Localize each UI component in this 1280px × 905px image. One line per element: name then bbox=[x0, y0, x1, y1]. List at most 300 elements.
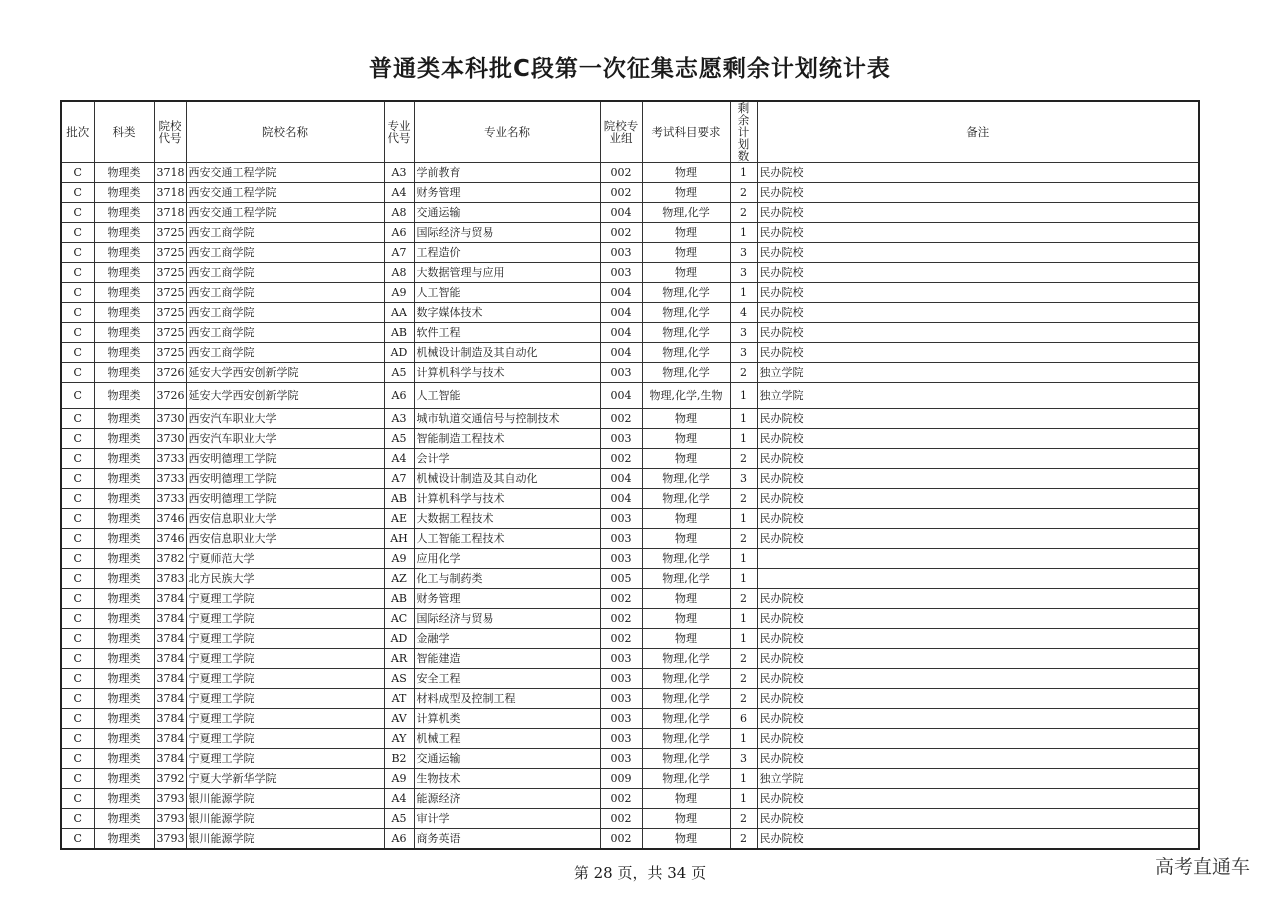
subject-type-cell: 物理类 bbox=[94, 409, 154, 429]
table-row bbox=[61, 809, 1199, 829]
school-code-cell: 3733 bbox=[154, 469, 186, 489]
major-name-cell: 城市轨道交通信号与控制技术 bbox=[414, 409, 600, 429]
major-name-cell: 智能制造工程技术 bbox=[414, 429, 600, 449]
table-row bbox=[61, 409, 1199, 429]
major-group-cell: 004 bbox=[600, 469, 642, 489]
school-code-cell: 3784 bbox=[154, 669, 186, 689]
subject-type-cell: 物理类 bbox=[94, 163, 154, 183]
batch-cell: C bbox=[61, 709, 94, 729]
remaining-plan-cell: 3 bbox=[730, 469, 757, 489]
major-group-cell: 004 bbox=[600, 343, 642, 363]
remaining-plan-cell: 1 bbox=[730, 383, 757, 409]
remarks-cell: 民办院校 bbox=[757, 689, 1199, 709]
major-code-cell: A3 bbox=[384, 409, 414, 429]
remaining-plan-cell: 2 bbox=[730, 363, 757, 383]
major-name-cell: 交通运输 bbox=[414, 203, 600, 223]
remaining-plan-cell: 1 bbox=[730, 549, 757, 569]
batch-cell: C bbox=[61, 183, 94, 203]
table-row bbox=[61, 729, 1199, 749]
subject-type-cell: 物理类 bbox=[94, 509, 154, 529]
subject-requirement-cell: 物理 bbox=[642, 789, 730, 809]
batch-cell: C bbox=[61, 303, 94, 323]
batch-cell: C bbox=[61, 589, 94, 609]
table-row bbox=[61, 449, 1199, 469]
major-group-cell: 003 bbox=[600, 649, 642, 669]
school-code-cell: 3784 bbox=[154, 609, 186, 629]
table-row bbox=[61, 609, 1199, 629]
subject-type-cell: 物理类 bbox=[94, 529, 154, 549]
remarks-cell: 独立学院 bbox=[757, 769, 1199, 789]
major-name-cell: 金融学 bbox=[414, 629, 600, 649]
major-code-cell: A5 bbox=[384, 363, 414, 383]
remaining-plan-cell: 1 bbox=[730, 223, 757, 243]
major-group-cell: 004 bbox=[600, 303, 642, 323]
remaining-plan-cell: 2 bbox=[730, 669, 757, 689]
subject-requirement-cell: 物理,化学 bbox=[642, 709, 730, 729]
table-row bbox=[61, 569, 1199, 589]
major-group-cell: 003 bbox=[600, 429, 642, 449]
table-row bbox=[61, 263, 1199, 283]
table-row bbox=[61, 549, 1199, 569]
subject-requirement-cell: 物理,化学 bbox=[642, 689, 730, 709]
major-group-cell: 003 bbox=[600, 709, 642, 729]
major-code-cell: B2 bbox=[384, 749, 414, 769]
table-row bbox=[61, 589, 1199, 609]
school-code-cell: 3730 bbox=[154, 409, 186, 429]
batch-cell: C bbox=[61, 729, 94, 749]
table-row bbox=[61, 203, 1199, 223]
school-name-cell: 宁夏理工学院 bbox=[186, 669, 384, 689]
school-code-cell: 3782 bbox=[154, 549, 186, 569]
remaining-plan-cell: 1 bbox=[730, 429, 757, 449]
remarks-cell: 民办院校 bbox=[757, 729, 1199, 749]
batch-cell: C bbox=[61, 509, 94, 529]
major-group-cell: 002 bbox=[600, 183, 642, 203]
remarks-cell: 民办院校 bbox=[757, 629, 1199, 649]
table-row bbox=[61, 469, 1199, 489]
remaining-plan-cell: 3 bbox=[730, 343, 757, 363]
school-code-cell: 3784 bbox=[154, 629, 186, 649]
major-code-cell: A8 bbox=[384, 203, 414, 223]
school-name-cell: 宁夏理工学院 bbox=[186, 729, 384, 749]
major-code-cell: A4 bbox=[384, 449, 414, 469]
school-name-cell: 宁夏理工学院 bbox=[186, 629, 384, 649]
subject-type-cell: 物理类 bbox=[94, 263, 154, 283]
remarks-cell: 民办院校 bbox=[757, 183, 1199, 203]
table-row bbox=[61, 223, 1199, 243]
subject-requirement-cell: 物理 bbox=[642, 509, 730, 529]
school-code-cell: 3733 bbox=[154, 489, 186, 509]
table-row bbox=[61, 363, 1199, 383]
major-name-cell: 人工智能工程技术 bbox=[414, 529, 600, 549]
major-code-cell: AS bbox=[384, 669, 414, 689]
remarks-cell bbox=[757, 569, 1199, 589]
batch-cell: C bbox=[61, 829, 94, 850]
subject-requirement-cell: 物理 bbox=[642, 163, 730, 183]
major-group-cell: 003 bbox=[600, 509, 642, 529]
batch-cell: C bbox=[61, 629, 94, 649]
remarks-cell: 民办院校 bbox=[757, 469, 1199, 489]
school-name-cell: 西安工商学院 bbox=[186, 283, 384, 303]
table-row bbox=[61, 429, 1199, 449]
school-code-cell: 3784 bbox=[154, 689, 186, 709]
school-code-cell: 3733 bbox=[154, 449, 186, 469]
batch-cell: C bbox=[61, 429, 94, 449]
header-subject-requirement: 考试科目要求 bbox=[642, 101, 730, 163]
school-name-cell: 宁夏理工学院 bbox=[186, 709, 384, 729]
remarks-cell: 民办院校 bbox=[757, 509, 1199, 529]
table-row bbox=[61, 183, 1199, 203]
major-name-cell: 人工智能 bbox=[414, 283, 600, 303]
header-remarks: 备注 bbox=[757, 101, 1199, 163]
major-code-cell: A9 bbox=[384, 549, 414, 569]
major-code-cell: A6 bbox=[384, 383, 414, 409]
remaining-plan-cell: 1 bbox=[730, 283, 757, 303]
subject-type-cell: 物理类 bbox=[94, 689, 154, 709]
subject-type-cell: 物理类 bbox=[94, 489, 154, 509]
subject-type-cell: 物理类 bbox=[94, 589, 154, 609]
major-code-cell: AV bbox=[384, 709, 414, 729]
subject-requirement-cell: 物理,化学 bbox=[642, 489, 730, 509]
remaining-plan-cell: 1 bbox=[730, 509, 757, 529]
remaining-plan-cell: 2 bbox=[730, 183, 757, 203]
major-group-cell: 003 bbox=[600, 549, 642, 569]
remarks-cell: 独立学院 bbox=[757, 363, 1199, 383]
major-code-cell: AT bbox=[384, 689, 414, 709]
school-name-cell: 宁夏理工学院 bbox=[186, 689, 384, 709]
major-group-cell: 004 bbox=[600, 283, 642, 303]
school-code-cell: 3725 bbox=[154, 303, 186, 323]
school-code-cell: 3793 bbox=[154, 829, 186, 850]
school-code-cell: 3726 bbox=[154, 363, 186, 383]
subject-type-cell: 物理类 bbox=[94, 343, 154, 363]
major-code-cell: AY bbox=[384, 729, 414, 749]
subject-requirement-cell: 物理,化学 bbox=[642, 669, 730, 689]
major-group-cell: 003 bbox=[600, 729, 642, 749]
major-name-cell: 大数据管理与应用 bbox=[414, 263, 600, 283]
subject-type-cell: 物理类 bbox=[94, 789, 154, 809]
subject-type-cell: 物理类 bbox=[94, 609, 154, 629]
batch-cell: C bbox=[61, 469, 94, 489]
subject-requirement-cell: 物理 bbox=[642, 629, 730, 649]
subject-type-cell: 物理类 bbox=[94, 709, 154, 729]
school-name-cell: 西安工商学院 bbox=[186, 263, 384, 283]
subject-requirement-cell: 物理,化学 bbox=[642, 283, 730, 303]
table-row bbox=[61, 243, 1199, 263]
major-group-cell: 002 bbox=[600, 629, 642, 649]
table-row bbox=[61, 689, 1199, 709]
subject-requirement-cell: 物理 bbox=[642, 829, 730, 850]
school-name-cell: 西安明德理工学院 bbox=[186, 469, 384, 489]
header-major-group: 院校专业组 bbox=[600, 101, 642, 163]
major-name-cell: 计算机类 bbox=[414, 709, 600, 729]
batch-cell: C bbox=[61, 809, 94, 829]
school-name-cell: 宁夏理工学院 bbox=[186, 649, 384, 669]
school-name-cell: 西安信息职业大学 bbox=[186, 529, 384, 549]
major-code-cell: A9 bbox=[384, 769, 414, 789]
batch-cell: C bbox=[61, 243, 94, 263]
subject-type-cell: 物理类 bbox=[94, 729, 154, 749]
remaining-plan-cell: 4 bbox=[730, 303, 757, 323]
page-footer: 第 28 页，共 34 页 bbox=[573, 864, 707, 882]
school-code-cell: 3726 bbox=[154, 383, 186, 409]
school-name-cell: 西安交通工程学院 bbox=[186, 183, 384, 203]
batch-cell: C bbox=[61, 649, 94, 669]
batch-cell: C bbox=[61, 223, 94, 243]
table-row bbox=[61, 343, 1199, 363]
remarks-cell: 民办院校 bbox=[757, 203, 1199, 223]
batch-cell: C bbox=[61, 489, 94, 509]
school-code-cell: 3718 bbox=[154, 183, 186, 203]
major-group-cell: 002 bbox=[600, 449, 642, 469]
table-row bbox=[61, 283, 1199, 303]
school-name-cell: 西安工商学院 bbox=[186, 303, 384, 323]
batch-cell: C bbox=[61, 163, 94, 183]
major-name-cell: 生物技术 bbox=[414, 769, 600, 789]
school-code-cell: 3784 bbox=[154, 709, 186, 729]
remarks-cell: 民办院校 bbox=[757, 243, 1199, 263]
header-subject-type: 科类 bbox=[94, 101, 154, 163]
table-row bbox=[61, 629, 1199, 649]
table-row bbox=[61, 669, 1199, 689]
subject-requirement-cell: 物理,化学 bbox=[642, 769, 730, 789]
school-code-cell: 3725 bbox=[154, 243, 186, 263]
school-code-cell: 3784 bbox=[154, 589, 186, 609]
major-group-cell: 002 bbox=[600, 409, 642, 429]
subject-type-cell: 物理类 bbox=[94, 283, 154, 303]
subject-requirement-cell: 物理 bbox=[642, 183, 730, 203]
remaining-plan-cell: 3 bbox=[730, 243, 757, 263]
school-name-cell: 延安大学西安创新学院 bbox=[186, 363, 384, 383]
major-group-cell: 002 bbox=[600, 809, 642, 829]
remaining-plan-cell: 2 bbox=[730, 529, 757, 549]
school-code-cell: 3725 bbox=[154, 343, 186, 363]
subject-type-cell: 物理类 bbox=[94, 383, 154, 409]
major-group-cell: 004 bbox=[600, 489, 642, 509]
major-name-cell: 会计学 bbox=[414, 449, 600, 469]
remarks-cell: 民办院校 bbox=[757, 263, 1199, 283]
remarks-cell: 民办院校 bbox=[757, 409, 1199, 429]
major-code-cell: A7 bbox=[384, 469, 414, 489]
major-name-cell: 机械工程 bbox=[414, 729, 600, 749]
major-name-cell: 交通运输 bbox=[414, 749, 600, 769]
major-code-cell: AH bbox=[384, 529, 414, 549]
batch-cell: C bbox=[61, 749, 94, 769]
subject-type-cell: 物理类 bbox=[94, 363, 154, 383]
major-group-cell: 004 bbox=[600, 203, 642, 223]
batch-cell: C bbox=[61, 409, 94, 429]
major-name-cell: 机械设计制造及其自动化 bbox=[414, 343, 600, 363]
remarks-cell: 民办院校 bbox=[757, 489, 1199, 509]
table-row bbox=[61, 323, 1199, 343]
remaining-plan-cell: 3 bbox=[730, 263, 757, 283]
remaining-plan-cell: 1 bbox=[730, 629, 757, 649]
subject-requirement-cell: 物理,化学 bbox=[642, 749, 730, 769]
major-code-cell: A6 bbox=[384, 223, 414, 243]
remarks-cell: 民办院校 bbox=[757, 283, 1199, 303]
remarks-cell bbox=[757, 549, 1199, 569]
major-group-cell: 002 bbox=[600, 789, 642, 809]
major-name-cell: 机械设计制造及其自动化 bbox=[414, 469, 600, 489]
major-name-cell: 计算机科学与技术 bbox=[414, 363, 600, 383]
major-name-cell: 应用化学 bbox=[414, 549, 600, 569]
remarks-cell: 民办院校 bbox=[757, 749, 1199, 769]
school-code-cell: 3718 bbox=[154, 163, 186, 183]
batch-cell: C bbox=[61, 549, 94, 569]
subject-type-cell: 物理类 bbox=[94, 323, 154, 343]
subject-requirement-cell: 物理,化学 bbox=[642, 549, 730, 569]
page-title: 普通类本科批C段第一次征集志愿剩余计划统计表 bbox=[369, 56, 891, 82]
batch-cell: C bbox=[61, 569, 94, 589]
school-code-cell: 3725 bbox=[154, 323, 186, 343]
remarks-cell: 民办院校 bbox=[757, 709, 1199, 729]
school-code-cell: 3793 bbox=[154, 809, 186, 829]
major-name-cell: 能源经济 bbox=[414, 789, 600, 809]
major-name-cell: 人工智能 bbox=[414, 383, 600, 409]
subject-type-cell: 物理类 bbox=[94, 183, 154, 203]
subject-requirement-cell: 物理,化学 bbox=[642, 729, 730, 749]
major-code-cell: A4 bbox=[384, 183, 414, 203]
school-name-cell: 西安工商学院 bbox=[186, 243, 384, 263]
subject-requirement-cell: 物理,化学 bbox=[642, 569, 730, 589]
subject-type-cell: 物理类 bbox=[94, 769, 154, 789]
major-name-cell: 国际经济与贸易 bbox=[414, 609, 600, 629]
school-name-cell: 西安汽车职业大学 bbox=[186, 409, 384, 429]
subject-requirement-cell: 物理,化学,生物 bbox=[642, 383, 730, 409]
subject-type-cell: 物理类 bbox=[94, 429, 154, 449]
major-code-cell: AD bbox=[384, 343, 414, 363]
major-name-cell: 化工与制药类 bbox=[414, 569, 600, 589]
subject-type-cell: 物理类 bbox=[94, 809, 154, 829]
remarks-cell: 民办院校 bbox=[757, 303, 1199, 323]
school-name-cell: 银川能源学院 bbox=[186, 789, 384, 809]
major-code-cell: AA bbox=[384, 303, 414, 323]
remaining-plan-cell: 2 bbox=[730, 203, 757, 223]
remarks-cell: 民办院校 bbox=[757, 669, 1199, 689]
major-code-cell: A3 bbox=[384, 163, 414, 183]
school-name-cell: 银川能源学院 bbox=[186, 809, 384, 829]
school-code-cell: 3725 bbox=[154, 223, 186, 243]
school-code-cell: 3783 bbox=[154, 569, 186, 589]
batch-cell: C bbox=[61, 449, 94, 469]
subject-type-cell: 物理类 bbox=[94, 629, 154, 649]
school-name-cell: 西安交通工程学院 bbox=[186, 163, 384, 183]
remaining-plan-table bbox=[60, 100, 1200, 850]
header-major-code: 专业代号 bbox=[384, 101, 414, 163]
subject-requirement-cell: 物理 bbox=[642, 529, 730, 549]
remaining-plan-cell: 1 bbox=[730, 769, 757, 789]
major-code-cell: A9 bbox=[384, 283, 414, 303]
batch-cell: C bbox=[61, 789, 94, 809]
school-name-cell: 西安明德理工学院 bbox=[186, 489, 384, 509]
subject-requirement-cell: 物理 bbox=[642, 809, 730, 829]
major-group-cell: 003 bbox=[600, 363, 642, 383]
subject-requirement-cell: 物理,化学 bbox=[642, 203, 730, 223]
table-row bbox=[61, 749, 1199, 769]
subject-requirement-cell: 物理 bbox=[642, 609, 730, 629]
major-group-cell: 003 bbox=[600, 749, 642, 769]
remarks-cell: 民办院校 bbox=[757, 789, 1199, 809]
batch-cell: C bbox=[61, 689, 94, 709]
batch-cell: C bbox=[61, 283, 94, 303]
remaining-plan-cell: 2 bbox=[730, 689, 757, 709]
subject-requirement-cell: 物理,化学 bbox=[642, 303, 730, 323]
remarks-cell: 民办院校 bbox=[757, 529, 1199, 549]
batch-cell: C bbox=[61, 343, 94, 363]
school-code-cell: 3725 bbox=[154, 263, 186, 283]
major-group-cell: 004 bbox=[600, 383, 642, 409]
subject-requirement-cell: 物理 bbox=[642, 409, 730, 429]
table-row bbox=[61, 303, 1199, 323]
header-major-name: 专业名称 bbox=[414, 101, 600, 163]
subject-requirement-cell: 物理,化学 bbox=[642, 343, 730, 363]
major-name-cell: 国际经济与贸易 bbox=[414, 223, 600, 243]
major-code-cell: A4 bbox=[384, 789, 414, 809]
remaining-plan-cell: 1 bbox=[730, 609, 757, 629]
school-name-cell: 延安大学西安创新学院 bbox=[186, 383, 384, 409]
school-code-cell: 3746 bbox=[154, 509, 186, 529]
school-name-cell: 西安交通工程学院 bbox=[186, 203, 384, 223]
remarks-cell: 民办院校 bbox=[757, 589, 1199, 609]
major-code-cell: AE bbox=[384, 509, 414, 529]
table-row bbox=[61, 709, 1199, 729]
subject-requirement-cell: 物理,化学 bbox=[642, 323, 730, 343]
major-name-cell: 财务管理 bbox=[414, 589, 600, 609]
table-row bbox=[61, 769, 1199, 789]
major-group-cell: 002 bbox=[600, 829, 642, 850]
major-name-cell: 软件工程 bbox=[414, 323, 600, 343]
major-code-cell: A8 bbox=[384, 263, 414, 283]
major-code-cell: AC bbox=[384, 609, 414, 629]
major-group-cell: 002 bbox=[600, 223, 642, 243]
subject-type-cell: 物理类 bbox=[94, 829, 154, 850]
subject-requirement-cell: 物理 bbox=[642, 589, 730, 609]
subject-type-cell: 物理类 bbox=[94, 223, 154, 243]
major-group-cell: 003 bbox=[600, 243, 642, 263]
major-group-cell: 003 bbox=[600, 669, 642, 689]
batch-cell: C bbox=[61, 263, 94, 283]
major-code-cell: AB bbox=[384, 589, 414, 609]
school-name-cell: 宁夏大学新华学院 bbox=[186, 769, 384, 789]
major-name-cell: 安全工程 bbox=[414, 669, 600, 689]
school-code-cell: 3792 bbox=[154, 769, 186, 789]
subject-type-cell: 物理类 bbox=[94, 669, 154, 689]
school-name-cell: 西安工商学院 bbox=[186, 223, 384, 243]
major-name-cell: 大数据工程技术 bbox=[414, 509, 600, 529]
subject-requirement-cell: 物理 bbox=[642, 429, 730, 449]
subject-requirement-cell: 物理 bbox=[642, 243, 730, 263]
subject-requirement-cell: 物理 bbox=[642, 223, 730, 243]
batch-cell: C bbox=[61, 383, 94, 409]
school-name-cell: 北方民族大学 bbox=[186, 569, 384, 589]
major-code-cell: AZ bbox=[384, 569, 414, 589]
school-code-cell: 3725 bbox=[154, 283, 186, 303]
subject-requirement-cell: 物理,化学 bbox=[642, 363, 730, 383]
major-name-cell: 工程造价 bbox=[414, 243, 600, 263]
major-code-cell: AB bbox=[384, 489, 414, 509]
major-name-cell: 学前教育 bbox=[414, 163, 600, 183]
subject-requirement-cell: 物理 bbox=[642, 263, 730, 283]
major-group-cell: 002 bbox=[600, 163, 642, 183]
remaining-plan-cell: 1 bbox=[730, 569, 757, 589]
major-group-cell: 002 bbox=[600, 609, 642, 629]
school-name-cell: 银川能源学院 bbox=[186, 829, 384, 850]
subject-requirement-cell: 物理,化学 bbox=[642, 649, 730, 669]
subject-requirement-cell: 物理,化学 bbox=[642, 469, 730, 489]
remarks-cell: 民办院校 bbox=[757, 829, 1199, 850]
table-row bbox=[61, 829, 1199, 850]
school-code-cell: 3784 bbox=[154, 749, 186, 769]
